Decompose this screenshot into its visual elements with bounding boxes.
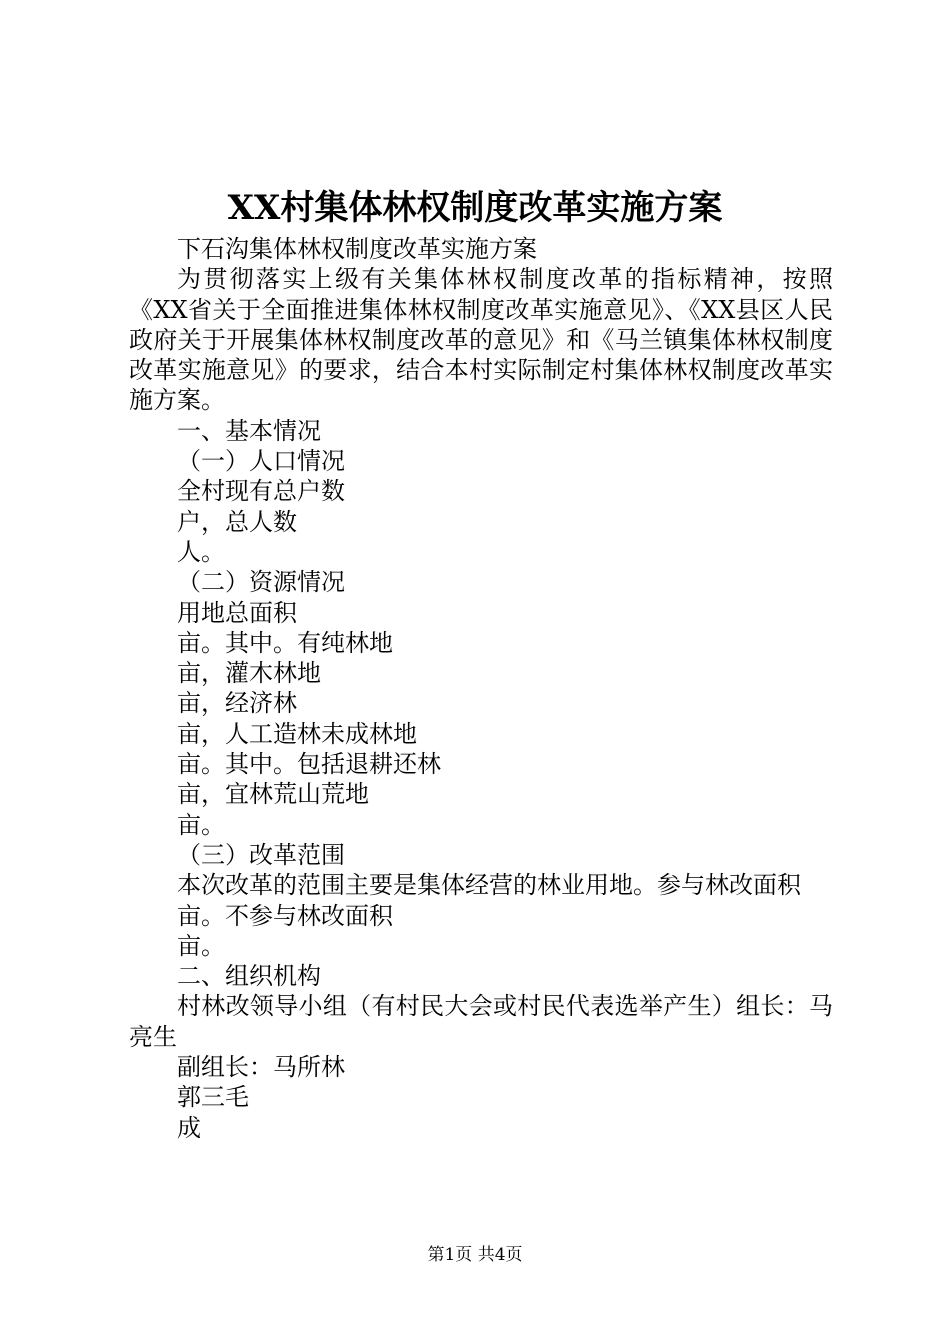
paragraph-land-area: 用地总面积 xyxy=(177,598,297,627)
section-heading-basic: 一、基本情况 xyxy=(177,416,321,445)
subtitle-paragraph: 下石沟集体林权制度改革实施方案 xyxy=(177,235,537,263)
paragraph-leader-group: 村林改领导小组（有村民大会或村民代表选举产生）组长：马亮生 xyxy=(129,992,833,1051)
intro-paragraph: 为贯彻落实上级有关集体林权制度改革的指标精神，按照《XX省关于全面推进集体林权制度改革实施意见》、《XX县区人民政府关于开展集体林权制度改革的意见》和《马兰镇集体林权制度改革实施意见》的要求，结合本村实际制定村集体林权制度改革实施方案。 xyxy=(129,265,833,415)
subsection-heading-scope: （三）改革范围 xyxy=(177,840,345,869)
paragraph-shrub-land: 亩，灌木林地 xyxy=(177,659,321,688)
paragraph-pure-forest: 亩。其中。有纯林地 xyxy=(177,628,393,657)
paragraph-planted-forest: 亩，人工造林未成林地 xyxy=(177,719,417,748)
paragraph-population-end: 人。 xyxy=(177,537,225,566)
subsection-heading-population: （一）人口情况 xyxy=(177,447,345,476)
paragraph-households: 全村现有总户数 xyxy=(177,477,345,506)
paragraph-members: 成 xyxy=(177,1113,201,1142)
document-body xyxy=(129,234,833,1143)
subsection-heading-resources: （二）资源情况 xyxy=(177,568,345,597)
page-number-footer: 第1页 共4页 xyxy=(427,1245,523,1265)
paragraph-resources-end: 亩。 xyxy=(177,810,225,839)
paragraph-deputy-second: 郭三毛 xyxy=(177,1083,249,1112)
paragraph-barren-land: 亩，宜林荒山荒地 xyxy=(177,780,369,809)
paragraph-economic-forest: 亩，经济林 xyxy=(177,689,297,718)
paragraph-reform-scope: 本次改革的范围主要是集体经营的林业用地。参与林改面积 xyxy=(177,871,801,900)
section-heading-organization: 二、组织机构 xyxy=(177,962,321,991)
paragraph-returned-farmland: 亩。其中。包括退耕还林 xyxy=(177,750,441,779)
paragraph-non-reform-area: 亩。不参与林改面积 xyxy=(177,901,393,930)
document-title: XX村集体林权制度改革实施方案 xyxy=(227,188,723,228)
paragraph-deputy-leader: 副组长：马所林 xyxy=(177,1053,345,1082)
paragraph-scope-end: 亩。 xyxy=(177,931,225,960)
paragraph-population-total: 户，总人数 xyxy=(177,507,297,536)
